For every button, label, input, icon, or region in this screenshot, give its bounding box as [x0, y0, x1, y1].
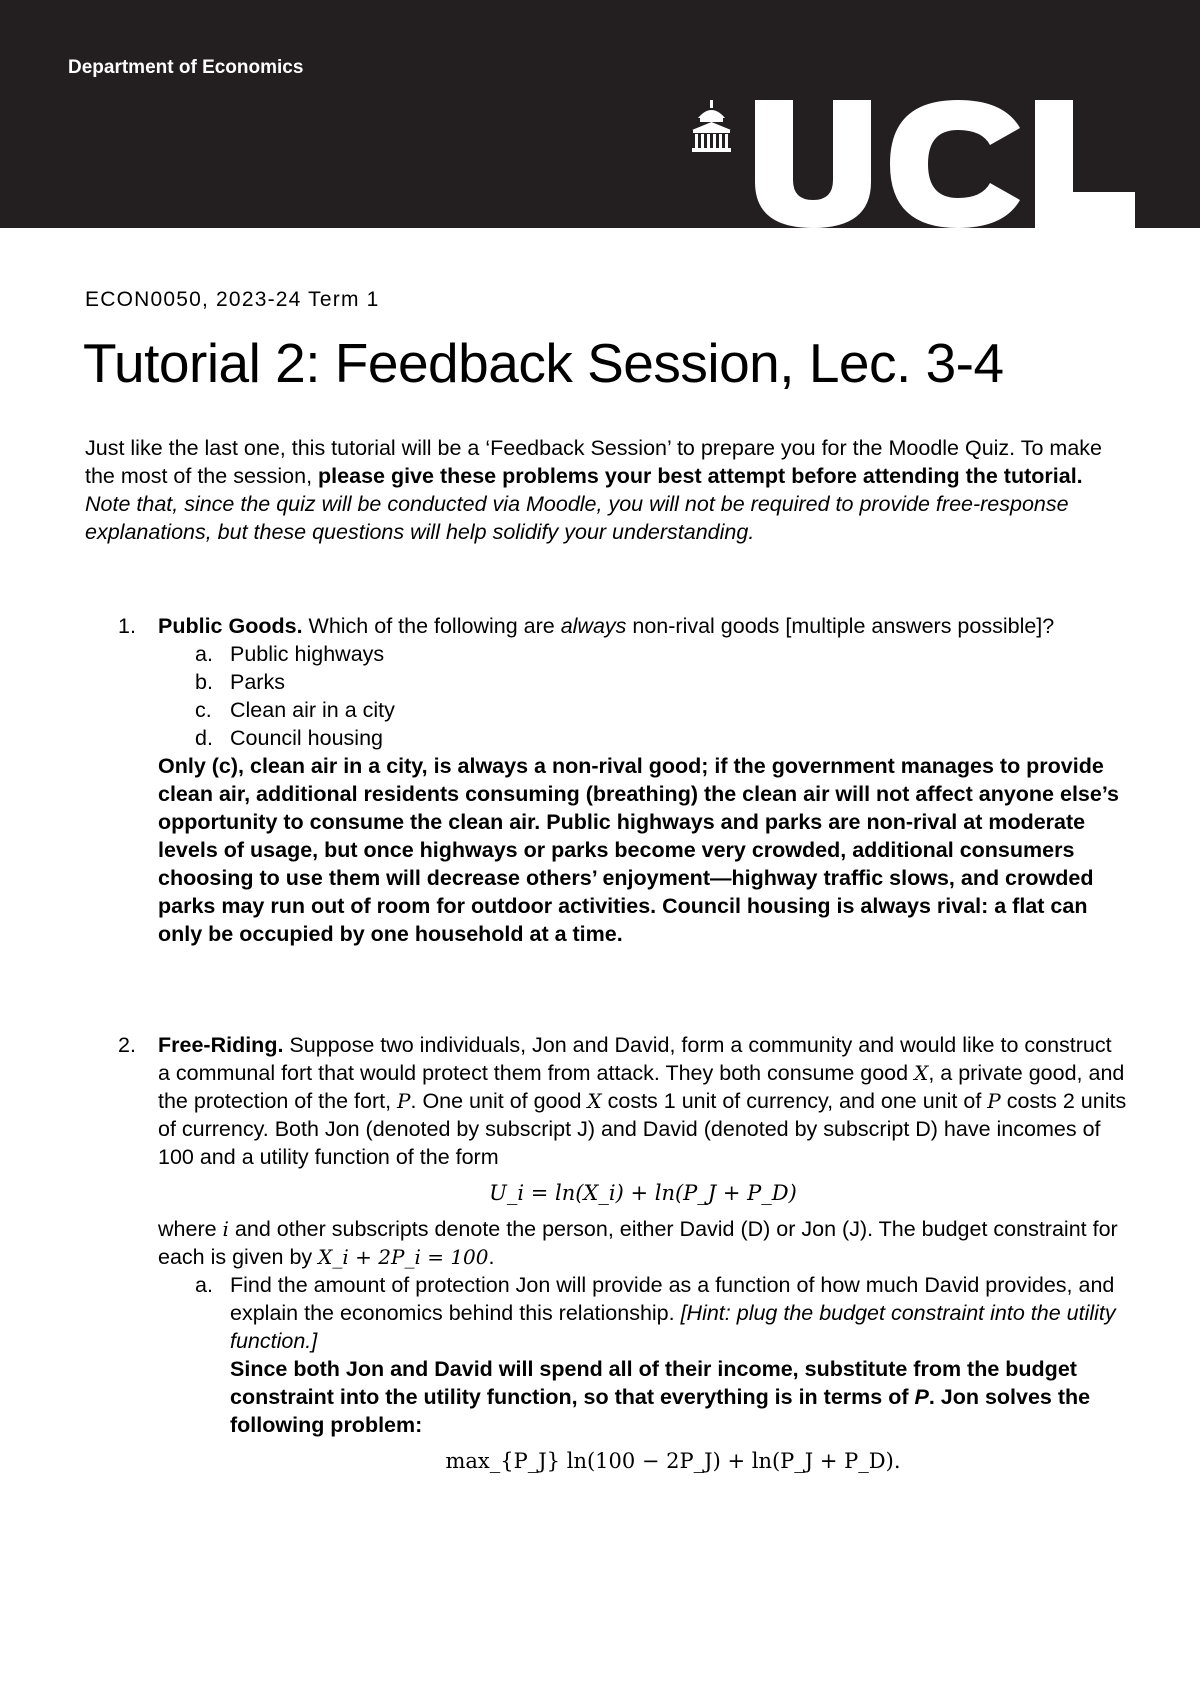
math-variable: P: [914, 1385, 929, 1409]
question-text-part: , a private good, and the protection of the fort,: [158, 1061, 1125, 1113]
option-letter: d.: [195, 726, 213, 750]
math-variable: P: [987, 1089, 1001, 1113]
question-emphasis: always: [560, 614, 627, 638]
part-letter: a.: [195, 1273, 213, 1297]
budget-equation: X_i + 2P_i = 100: [318, 1245, 489, 1269]
department-name: Department of Economics: [68, 57, 304, 78]
option-text: Council housing: [230, 726, 383, 750]
answer-1: Only (c), clean air in a city, is always a non-rival good; if the government manages to provide clean air, additional residents consuming (breathing) the clean air will not affect anyone else’s opportunity to consume the clean air. Public highways and parks are non-rival at moderate levels of usage, but once highways or parks become very crowded, additional consumers choosing to use them will decrease others’ enjoyment—highway traffic slows, and crowded parks may run out of room for outdoor activities. Council housing is always rival: a flat can only be occupied by one household at a time.: [158, 754, 1119, 946]
equation-text: max_{P_J} ln(100 − 2P_J) + ln(P_J + P_D).: [445, 1449, 901, 1473]
question-text-part: Suppose two individuals, Jon and David, form a community and would like to construct a communal fort that would protect them from attack. They both consume good: [158, 1033, 1112, 1085]
question-text-part: Which of the following are: [308, 614, 561, 638]
question-2: [118, 1031, 1128, 1483]
part-hint: [Hint: plug the budget constraint into the utility function.]: [230, 1301, 1116, 1353]
math-variable: X: [587, 1089, 602, 1113]
option-text: Clean air in a city: [230, 698, 395, 722]
part-a: [195, 1271, 1128, 1439]
math-variable: P: [397, 1089, 411, 1113]
intro-paragraph: [85, 434, 1125, 546]
question-text-part: non-rival goods [multiple answers possible]?: [626, 614, 1055, 638]
question-text: [158, 612, 1128, 640]
question-text-part: .: [488, 1245, 495, 1269]
equation-text: U_i = ln(X_i) + ln(P_J + P_D): [489, 1181, 797, 1205]
question-number: 1.: [118, 614, 136, 638]
option-text: Parks: [230, 670, 285, 694]
question-text-part: and other subscripts denote the person, either David (D) or Jon (J). The budget constraint for each is given by: [158, 1217, 1118, 1269]
option-letter: a.: [195, 642, 213, 666]
question-heading: Free-Riding.: [158, 1033, 284, 1057]
intro-note: Note that, since the quiz will be conducted via Moodle, you will not be required to provide free-response explanations, but these questions will help solidify your understanding.: [85, 492, 1069, 544]
question-text-part: costs 2 units of currency. Both Jon (denoted by subscript J) and David (denoted by subscript D) have incomes of 100 and a utility function of the form: [158, 1089, 1127, 1169]
answer-text: . Jon solves the following problem:: [230, 1385, 1091, 1437]
option-letter: c.: [195, 698, 212, 722]
question-text-part: costs 1 unit of currency, and one unit of: [601, 1089, 988, 1113]
header-banner: [0, 0, 1200, 228]
question-text-part: where: [158, 1217, 223, 1241]
option-c: [195, 696, 1128, 724]
option-b: [195, 668, 1128, 696]
portico-icon: [692, 100, 731, 152]
part-text: Find the amount of protection Jon will provide as a function of how much David provides, and explain the economics behind this relationship.: [230, 1273, 1115, 1325]
ucl-logo: [690, 100, 1140, 228]
maximization-equation: [218, 1447, 1128, 1475]
page-title: Tutorial 2: Feedback Session, Lec. 3-4: [83, 332, 1004, 394]
option-a: [195, 640, 1128, 668]
question-heading: Public Goods.: [158, 614, 303, 638]
question-text-continued: [158, 1215, 1128, 1271]
option-letter: b.: [195, 670, 213, 694]
math-variable: X: [914, 1061, 929, 1085]
option-text: Public highways: [230, 642, 385, 666]
course-code: ECON0050, 2023-24 Term 1: [85, 288, 380, 311]
intro-emphasis: please give these problems your best attempt before attending the tutorial.: [318, 464, 1083, 488]
intro-text: Just like the last one, this tutorial will be a ‘Feedback Session’ to prepare you for the Moodle Quiz. To make the most of the session,: [85, 436, 1102, 488]
math-variable: i: [222, 1217, 229, 1241]
utility-equation: [158, 1179, 1128, 1207]
answer-2a: [230, 1355, 1128, 1439]
question-number: 2.: [118, 1033, 136, 1057]
answer-text: Since both Jon and David will spend all of their income, substitute from the budget constraint into the utility function, so that everything is in terms of: [230, 1357, 1077, 1409]
option-d: [195, 724, 1128, 752]
question-text: [158, 1031, 1128, 1171]
ucl-logo-graphic: [690, 100, 1140, 228]
question-1: [118, 612, 1128, 948]
question-text-part: . One unit of good: [410, 1089, 588, 1113]
